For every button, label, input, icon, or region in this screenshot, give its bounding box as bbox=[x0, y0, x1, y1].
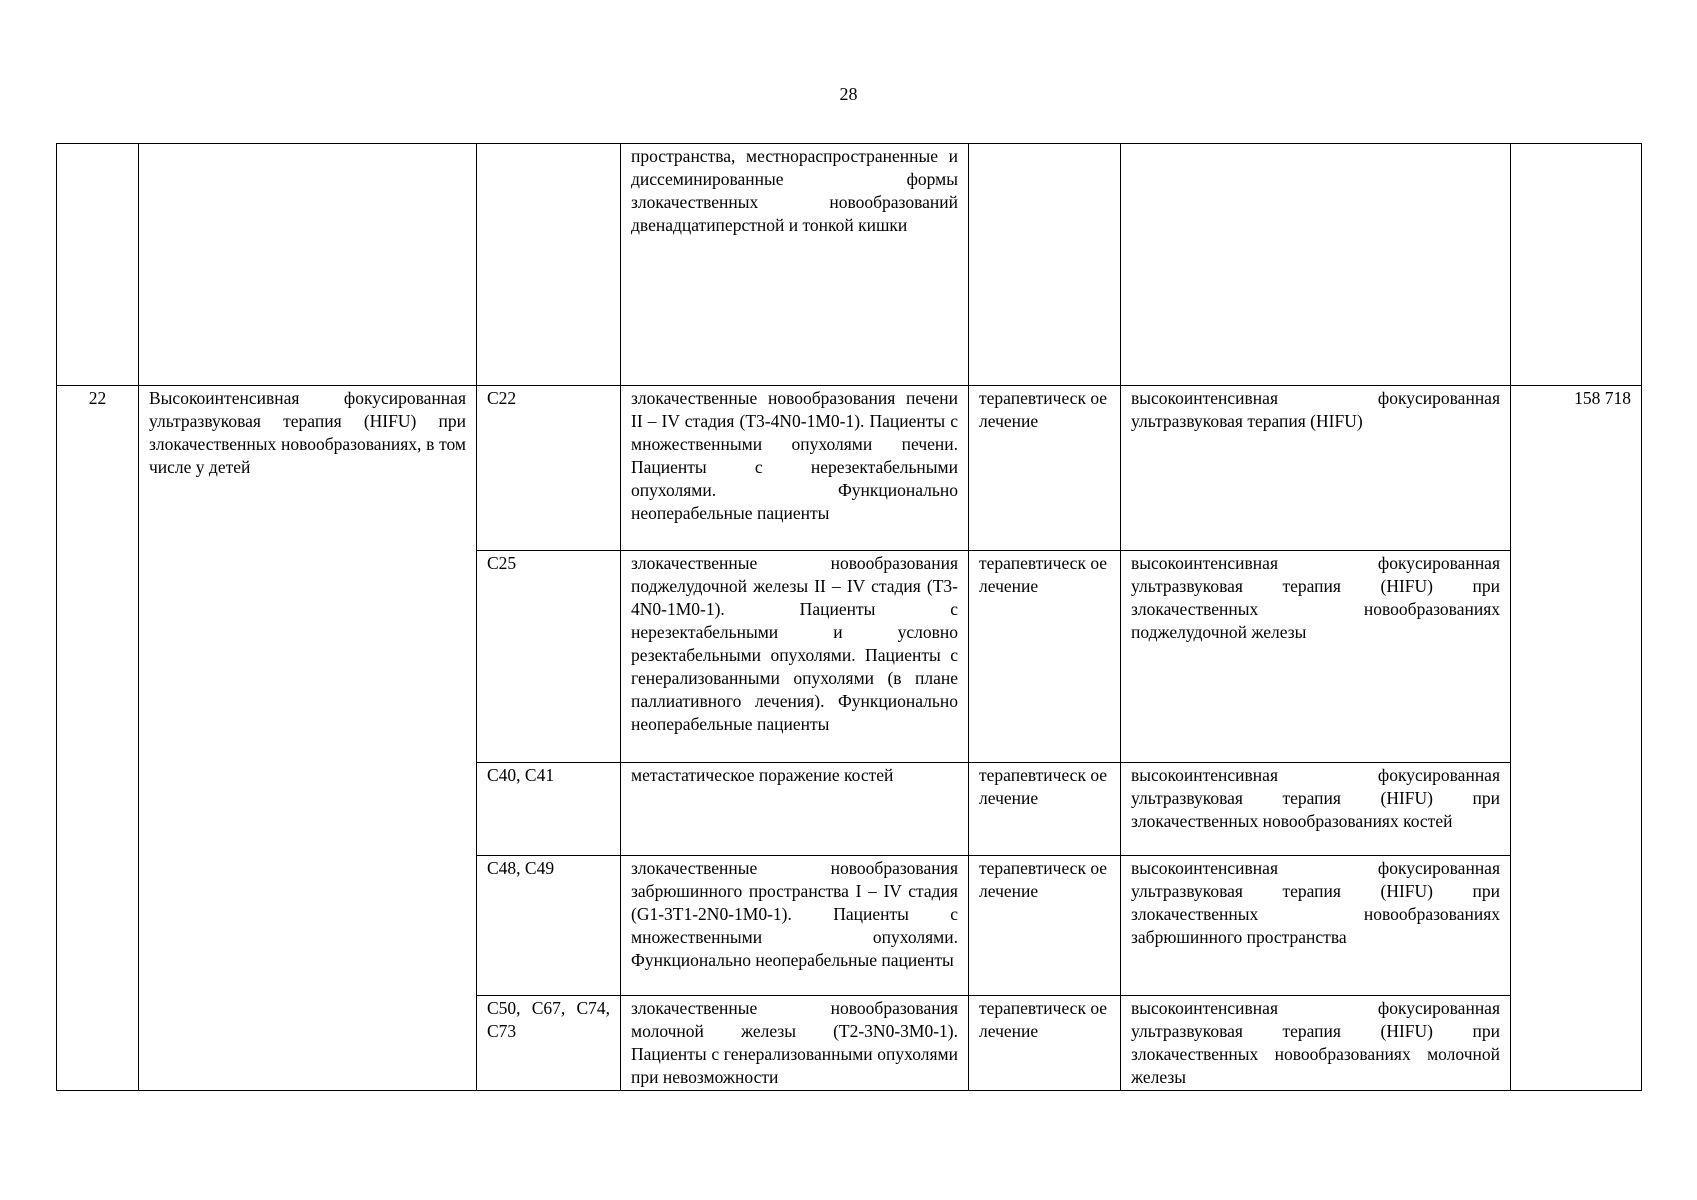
cell-cost: 158 718 bbox=[1511, 386, 1642, 1091]
cell-treatment-type bbox=[969, 144, 1121, 386]
cell-method: высокоинтенсивная фокусированная ультразвуковая терапия (HIFU) при злокачественных новообразованиях поджелудочной железы bbox=[1121, 551, 1511, 763]
cell-codes bbox=[477, 144, 621, 386]
page-number: 28 bbox=[839, 84, 858, 104]
cell-codes: C40, C41 bbox=[477, 763, 621, 856]
cell-method: высокоинтенсивная фокусированная ультразвуковая терапия (HIFU) bbox=[1121, 386, 1511, 551]
cell-number bbox=[57, 144, 139, 386]
cell-method: высокоинтенсивная фокусированная ультразвуковая терапия (HIFU) при злокачественных новообразованиях молочной железы bbox=[1121, 996, 1511, 1091]
cell-method bbox=[1121, 144, 1511, 386]
table-row-continuation bbox=[57, 144, 1642, 386]
cell-treatment-type: терапевтическ ое лечение bbox=[969, 763, 1121, 856]
cell-codes: C50, C67, C74, C73 bbox=[477, 996, 621, 1091]
cell-name: Высокоинтенсивная фокусированная ультразвуковая терапия (HIFU) при злокачественных новообразованиях, в том числе у детей bbox=[139, 386, 477, 1091]
cell-codes: C25 bbox=[477, 551, 621, 763]
cell-description: пространства, местнораспространенные и диссеминированные формы злокачественных новообразований двенадцатиперстной и тонкой кишки bbox=[621, 144, 969, 386]
cell-description: злокачественные новообразования молочной железы (T2-3N0-3M0-1). Пациенты с генерализованными опухолями при невозможности bbox=[621, 996, 969, 1091]
cell-name bbox=[139, 144, 477, 386]
cell-treatment-type: терапевтическ ое лечение bbox=[969, 996, 1121, 1091]
cell-codes: C22 bbox=[477, 386, 621, 551]
table-row bbox=[57, 386, 1642, 551]
cell-cost bbox=[1511, 144, 1642, 386]
cell-codes: C48, C49 bbox=[477, 856, 621, 996]
cell-treatment-type: терапевтическ ое лечение bbox=[969, 856, 1121, 996]
cell-description: злокачественные новообразования забрюшинного пространства I – IV стадия (G1-3T1-2N0-1M0-1). Пациенты с множественными опухолями. Функционально неоперабельные пациенты bbox=[621, 856, 969, 996]
cell-description: метастатическое поражение костей bbox=[621, 763, 969, 856]
cell-method: высокоинтенсивная фокусированная ультразвуковая терапия (HIFU) при злокачественных новообразованиях костей bbox=[1121, 763, 1511, 856]
medical-care-table bbox=[56, 143, 1642, 1091]
cell-method: высокоинтенсивная фокусированная ультразвуковая терапия (HIFU) при злокачественных новообразованиях забрюшинного пространства bbox=[1121, 856, 1511, 996]
cell-treatment-type: терапевтическ ое лечение bbox=[969, 386, 1121, 551]
cell-treatment-type: терапевтическ ое лечение bbox=[969, 551, 1121, 763]
cell-description: злокачественные новообразования поджелудочной железы II – IV стадия (T3-4N0-1M0-1). Пациенты с нерезектабельными и условно резектабельными опухолями. Пациенты с генерализованными опухолями (в плане паллиативного лечения). Функционально неоперабельные пациенты bbox=[621, 551, 969, 763]
cell-number: 22 bbox=[57, 386, 139, 1091]
cell-description: злокачественные новообразования печени II – IV стадия (T3-4N0-1M0-1). Пациенты с множественными опухолями печени. Пациенты с нерезектабельными опухолями. Функционально неоперабельные пациенты bbox=[621, 386, 969, 551]
